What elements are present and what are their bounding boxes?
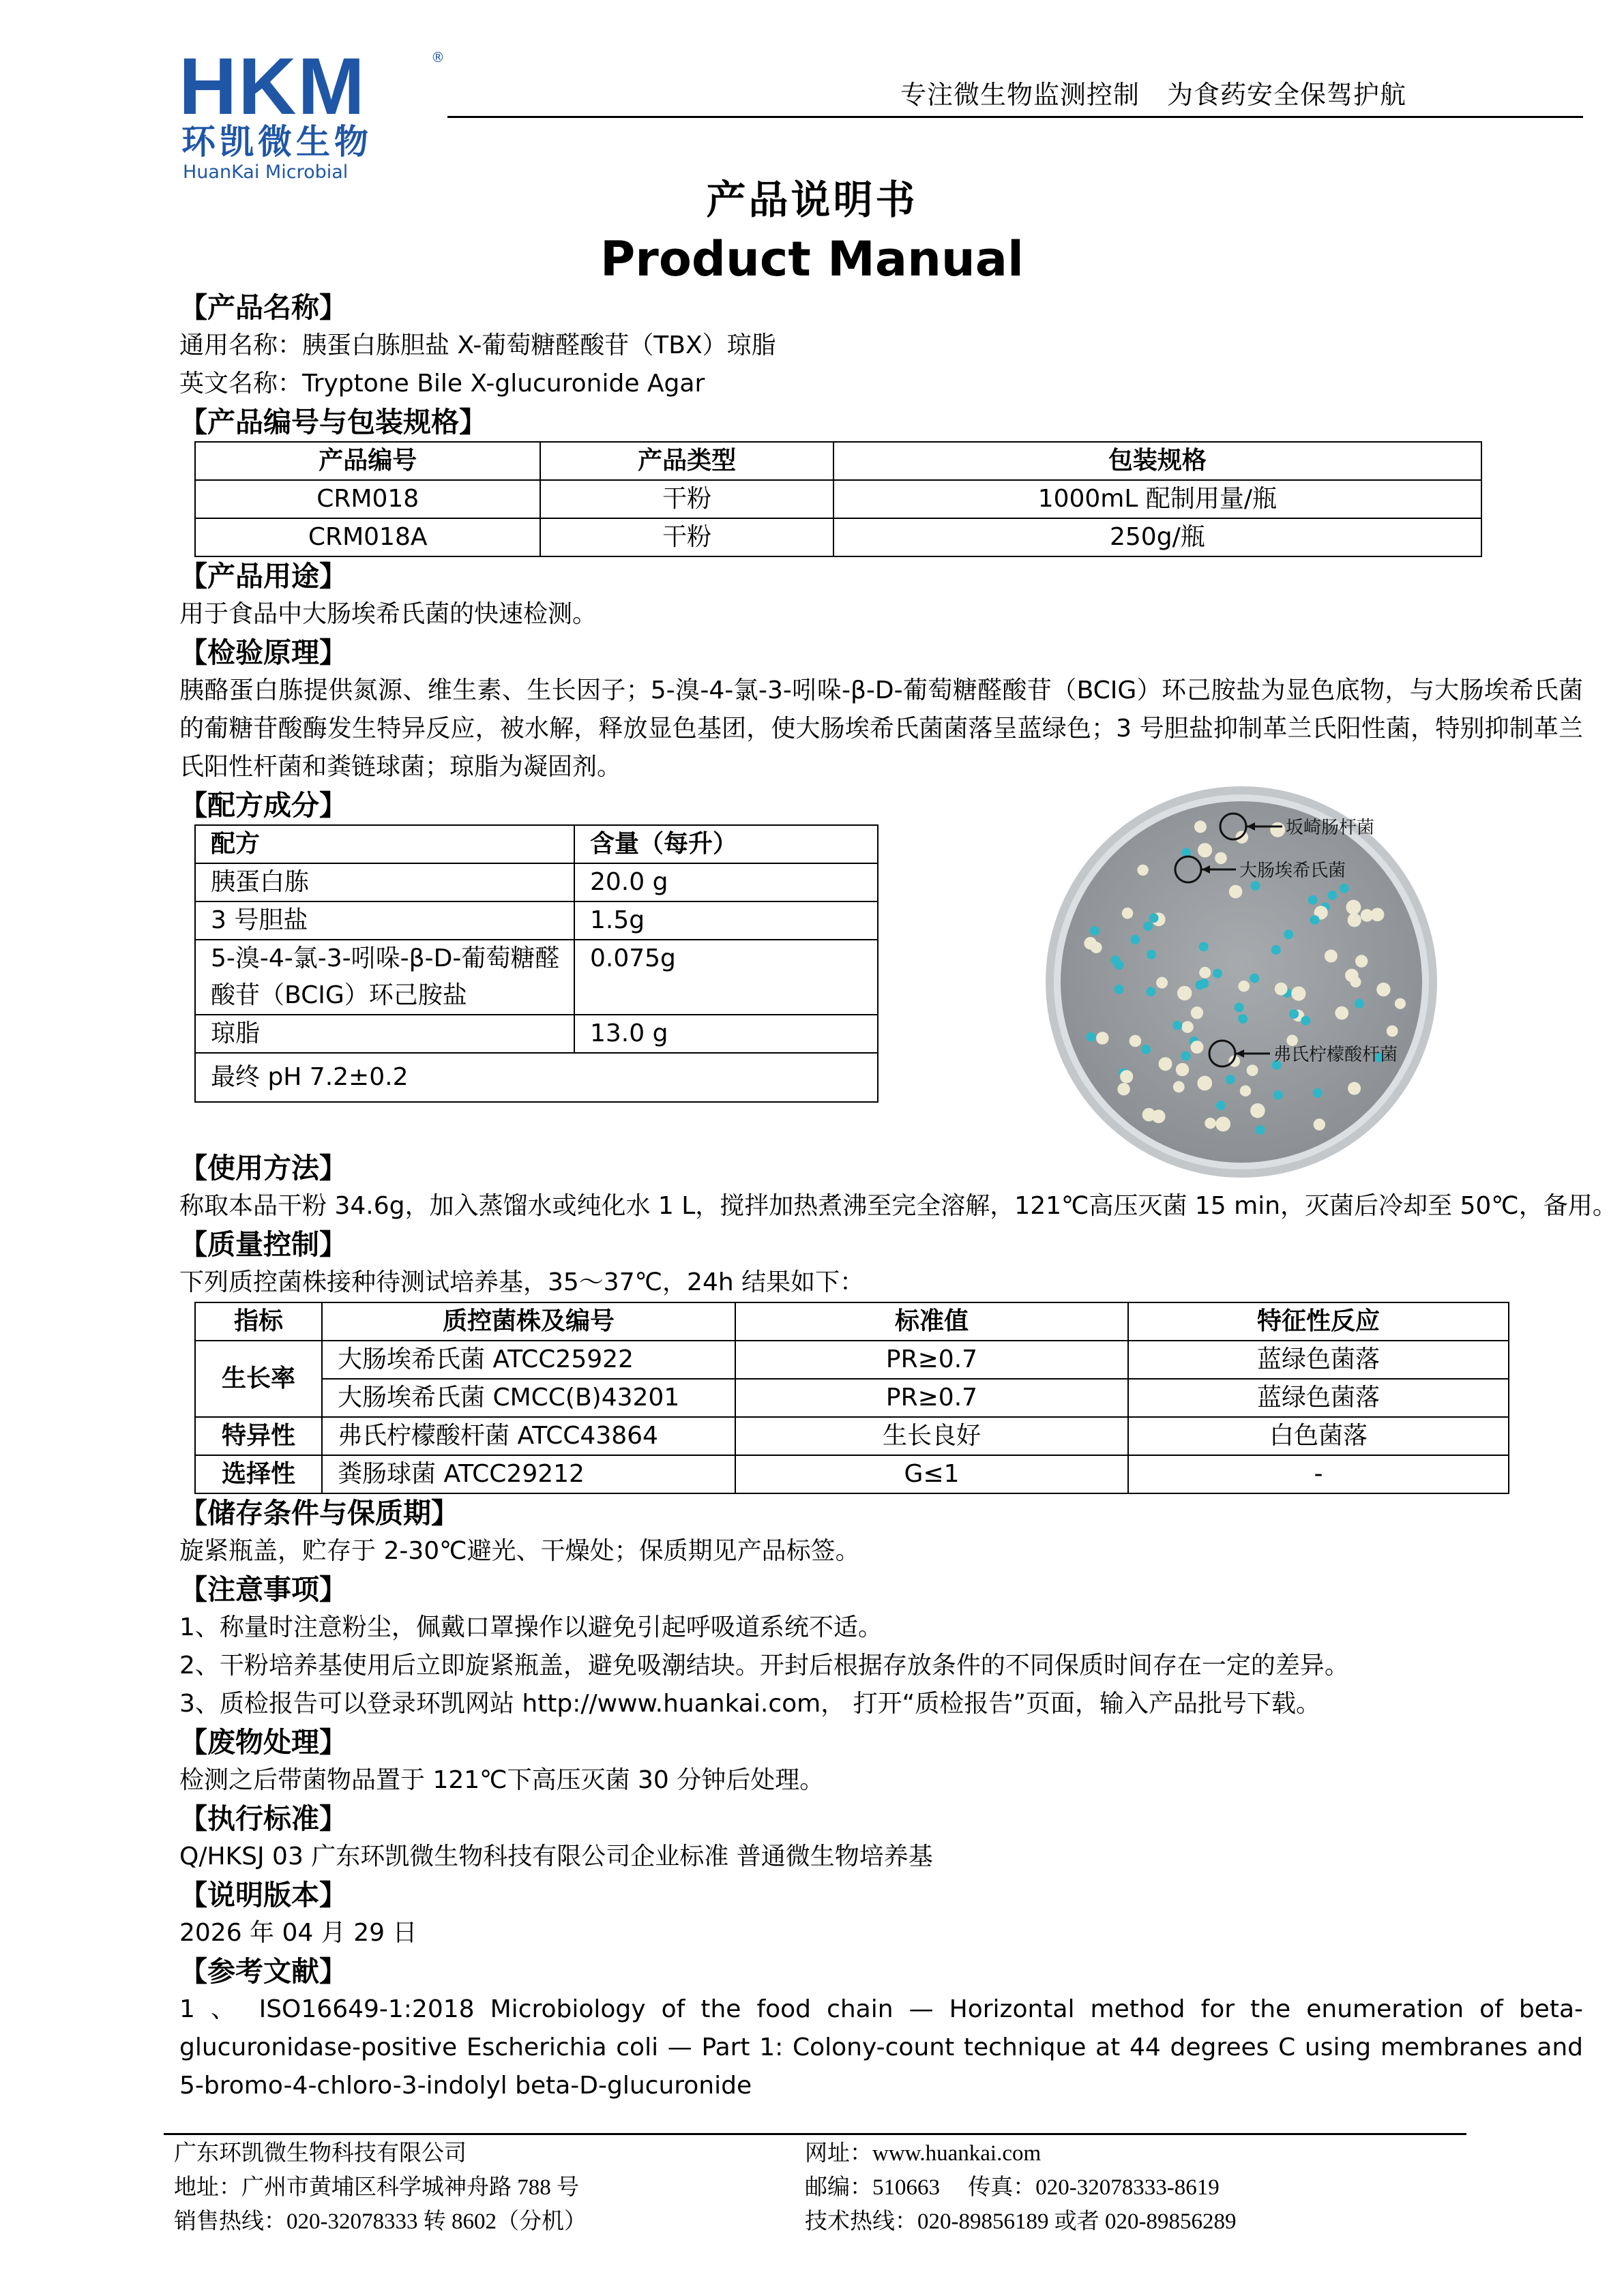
section-heading-notes: 【注意事项】 <box>179 1573 347 1606</box>
table-cell: 1.5g <box>574 901 878 940</box>
section-heading-waste: 【废物处理】 <box>179 1726 347 1759</box>
principle-text: 胰酪蛋白胨提供氮源、维生素、生长因子；5-溴-4-氯-3-吲哚-β-D-葡萄糖醛酸苷（BCIG）环己胺盐为显色底物，与大肠埃希氏菌的葡糖苷酸酶发生特异反应，被水解，释放显色基团，使大肠埃希氏菌菌落呈蓝绿色；3 号胆盐抑制革兰氏阳性菌，特别抑制革兰氏阳性杆菌和粪链球菌；琼脂为凝固剂。 <box>179 676 1583 781</box>
section-heading-principle: 【检验原理】 <box>179 636 347 669</box>
company-logo <box>179 42 452 183</box>
petri-label-enterobacter: 坂崎肠杆菌 <box>1286 818 1375 838</box>
title-chinese: 产品说明书 <box>706 177 918 223</box>
table-cell: 3 号胆盐 <box>195 901 574 940</box>
table-header: 包装规格 <box>833 442 1481 480</box>
table-row <box>195 480 1481 518</box>
footer-postal-fax: 邮编：510663 传真：020-32078333-8619 <box>805 2175 1220 2200</box>
logo-chinese-name: 环凯微生物 <box>181 122 372 162</box>
section-heading-qc: 【质量控制】 <box>179 1228 347 1261</box>
footer-address: 地址：广州市黄埔区科学城神舟路 788 号 <box>174 2175 579 2200</box>
standard-text: Q/HKSJ 03 广东环凯微生物科技有限公司企业标准 普通微生物培养基 <box>179 1843 933 1870</box>
table-cell: 250g/瓶 <box>833 518 1481 556</box>
common-name: 通用名称：胰蛋白胨胆盐 X-葡萄糖醛酸苷（TBX）琼脂 <box>179 331 776 359</box>
storage-text: 旋紧瓶盖，贮存于 2-30℃避光、干燥处；保质期见产品标签。 <box>179 1537 860 1565</box>
footer-divider <box>164 2133 1466 2135</box>
note-item-3: 3、质检报告可以登录环凯网站 http://www.huankai.com， 打开“质检报告”页面，输入产品批号下载。 <box>179 1690 1320 1718</box>
footer-company: 广东环凯微生物科技有限公司 <box>174 2141 467 2166</box>
table-header-row <box>195 825 878 863</box>
table-cell: CRM018 <box>195 480 540 518</box>
qc-table <box>194 1302 1509 1494</box>
table-cell: 1000mL 配制用量/瓶 <box>833 480 1481 518</box>
table-header: 产品编号 <box>195 442 540 480</box>
table-cell: 生长良好 <box>735 1417 1128 1455</box>
table-row <box>195 901 878 940</box>
table-cell: 干粉 <box>540 518 833 556</box>
formula-table <box>194 824 879 1103</box>
product-code-table <box>194 441 1482 557</box>
table-cell: 琼脂 <box>195 1015 574 1053</box>
table-cell: 白色菌落 <box>1128 1417 1509 1455</box>
footer-right <box>805 2136 1236 2239</box>
section-heading-code: 【产品编号与包装规格】 <box>179 406 487 438</box>
logo-mark: HKM <box>179 42 366 132</box>
final-ph-cell: 最终 pH 7.2±0.2 <box>195 1053 878 1102</box>
header-slogan <box>900 78 1406 111</box>
table-header: 质控菌株及编号 <box>322 1302 735 1341</box>
section-heading-version: 【说明版本】 <box>179 1879 347 1911</box>
table-cell: PR≥0.7 <box>735 1341 1128 1379</box>
table-row <box>195 863 878 901</box>
table-cell: 13.0 g <box>574 1015 878 1053</box>
table-header: 配方 <box>195 825 574 863</box>
english-name: 英文名称：Tryptone Bile X-glucuronide Agar <box>179 370 705 398</box>
slogan-part-2: 为食药安全保驾护航 <box>1167 80 1407 110</box>
note-item-2: 2、干粉培养基使用后立即旋紧瓶盖，避免吸潮结块。开封后根据存放条件的不同保质时间存在一定的差异。 <box>179 1652 1349 1680</box>
table-row <box>195 1379 1509 1417</box>
petri-label-citrobacter: 弗氏柠檬酸杆菌 <box>1273 1045 1398 1065</box>
table-row <box>195 940 878 1015</box>
qc-intro: 下列质控菌株接种待测试培养基，35～37℃，24h 结果如下： <box>179 1268 865 1296</box>
table-row <box>195 1417 1509 1455</box>
title-english: Product Manual <box>600 231 1024 287</box>
version-text: 2026 年 04 月 29 日 <box>179 1919 417 1947</box>
section-heading-storage: 【储存条件与保质期】 <box>179 1497 459 1530</box>
section-heading-name: 【产品名称】 <box>179 291 347 324</box>
qc-category-selective: 选择性 <box>195 1455 322 1493</box>
section-heading-standard: 【执行标准】 <box>179 1802 347 1835</box>
section-heading-method: 【使用方法】 <box>179 1152 347 1184</box>
section-heading-formula: 【配方成分】 <box>179 789 347 822</box>
table-header: 特征性反应 <box>1128 1302 1509 1341</box>
table-cell: G≤1 <box>735 1455 1128 1493</box>
table-header-row <box>195 442 1481 480</box>
method-text: 称取本品干粉 34.6g，加入蒸馏水或纯化水 1 L，搅拌加热煮沸至完全溶解，121℃高压灭菌 15 min，灭菌后冷却至 50℃，备用。 <box>179 1192 1617 1220</box>
table-row <box>195 1341 1509 1379</box>
note-item-1: 1、称量时注意粉尘，佩戴口罩操作以避免引起呼吸道系统不适。 <box>179 1613 883 1641</box>
section-heading-use: 【产品用途】 <box>179 560 347 593</box>
table-cell: 5-溴-4-氯-3-吲哚-β-D-葡萄糖醛酸苷（BCIG）环己胺盐 <box>195 940 574 1015</box>
table-cell: 蓝绿色菌落 <box>1128 1379 1509 1417</box>
logo-registered-mark: ® <box>431 49 445 65</box>
table-cell: - <box>1128 1455 1509 1493</box>
header-divider <box>447 116 1583 118</box>
table-cell: 大肠埃希氏菌 CMCC(B)43201 <box>322 1379 735 1417</box>
qc-category-growth: 生长率 <box>195 1341 322 1417</box>
use-text: 用于食品中大肠埃希氏菌的快速检测。 <box>179 600 597 628</box>
footer-sales: 销售热线：020-32078333 转 8602（分机） <box>174 2209 587 2234</box>
table-cell: 胰蛋白胨 <box>195 863 574 901</box>
table-header: 产品类型 <box>540 442 833 480</box>
table-header: 标准值 <box>735 1302 1128 1341</box>
document-body <box>179 288 1617 2105</box>
table-row <box>195 1015 878 1053</box>
petri-label-ecoli: 大肠埃希氏菌 <box>1239 861 1346 881</box>
table-header: 含量（每升） <box>574 825 878 863</box>
logo-english-name: HuanKai Microbial <box>183 162 349 183</box>
reference-text: 1 、 ISO16649-1:2018 Microbiology of the food chain — Horizontal method for the enumeration of beta-glucuronidase-positive Escherichia coli — Part 1: Colony-count technique at 44 degrees C using membranes and 5-bromo-4-chloro-3-indolyl beta-D-glucuronide <box>179 1995 1583 2100</box>
table-header: 指标 <box>195 1302 322 1341</box>
table-header-row <box>195 1302 1509 1341</box>
table-row <box>195 1053 878 1102</box>
table-cell: 粪肠球菌 ATCC29212 <box>322 1455 735 1493</box>
table-cell: PR≥0.7 <box>735 1379 1128 1417</box>
table-cell: 弗氏柠檬酸杆菌 ATCC43864 <box>322 1417 735 1455</box>
footer-left <box>174 2136 587 2239</box>
table-cell: 20.0 g <box>574 863 878 901</box>
qc-category-specific: 特异性 <box>195 1417 322 1455</box>
section-heading-refs: 【参考文献】 <box>179 1955 347 1988</box>
table-cell: 大肠埃希氏菌 ATCC25922 <box>322 1341 735 1379</box>
waste-text: 检测之后带菌物品置于 121℃下高压灭菌 30 分钟后处理。 <box>179 1766 825 1794</box>
footer-tech-hotline: 技术热线：020-89856189 或者 020-89856289 <box>805 2209 1237 2234</box>
formula-block <box>179 824 1583 1149</box>
table-row <box>195 518 1481 556</box>
table-cell: CRM018A <box>195 518 540 556</box>
table-cell: 蓝绿色菌落 <box>1128 1341 1509 1379</box>
table-row <box>195 1455 1509 1493</box>
table-cell: 干粉 <box>540 480 833 518</box>
table-cell: 0.075g <box>574 940 878 1015</box>
slogan-part-1: 专注微生物监测控制 <box>900 80 1140 110</box>
footer-website: 网址：www.huankai.com <box>805 2141 1042 2166</box>
